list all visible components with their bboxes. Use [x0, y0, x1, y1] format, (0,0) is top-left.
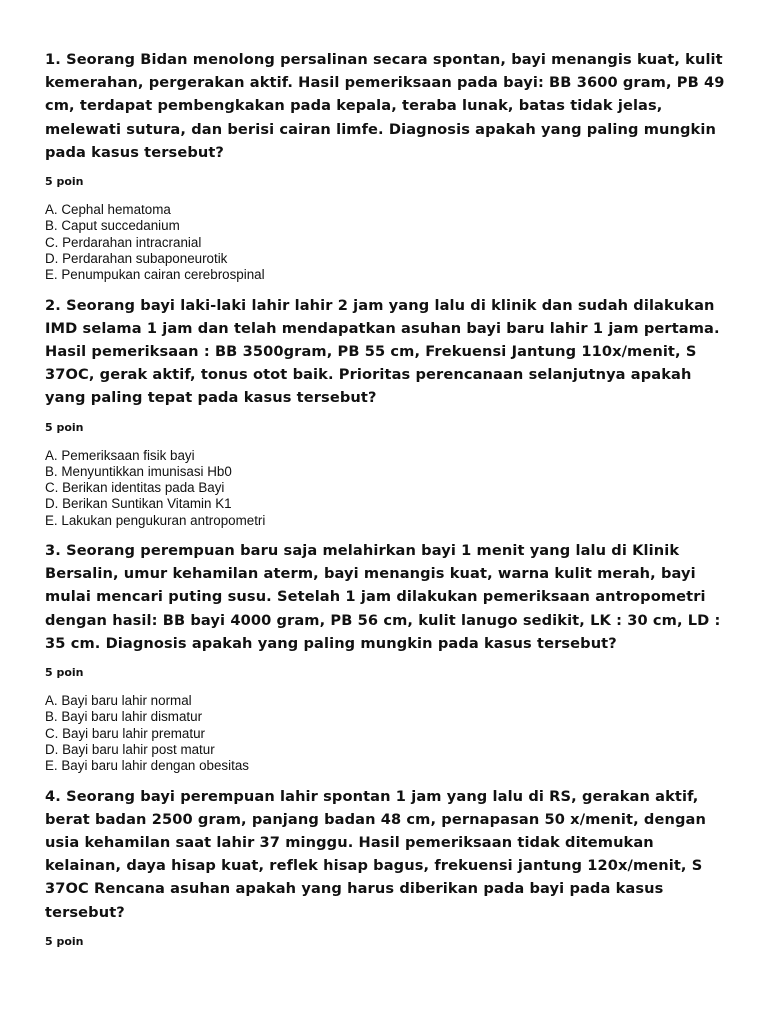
answer-option-c[interactable]: C. Bayi baru lahir prematur — [45, 725, 206, 741]
answer-option-d[interactable]: D. Perdarahan subaponeurotik — [45, 250, 228, 266]
answer-option-b[interactable]: B. Caput succedanium — [45, 218, 180, 234]
question-text: 2. Seorang bayi laki-laki lahir lahir 2 jam yang lalu di klinik dan sudah dilakukan IMD selama 1 jam dan telah mendapatkan asuhan bayi baru lahir 1 jam pertama. Hasil pemeriksaan : BB 3500gram, PB 55 cm, Frekuensi Jantung 110x/menit, S 37OC, gerak aktif, tonus otot baik. Prioritas perencanaan selanjutnya apakah yang paling tepat pada kasus tersebut? — [45, 296, 720, 407]
question-points: 5 poin — [45, 420, 84, 434]
answer-option-e[interactable]: E. Lakukan pengukuran antropometri — [45, 512, 266, 528]
answer-option-b[interactable]: B. Menyuntikkan imunisasi Hb0 — [45, 463, 232, 479]
answer-option-b[interactable]: B. Bayi baru lahir dismatur — [45, 709, 203, 725]
question-text: 1. Seorang Bidan menolong persalinan secara spontan, bayi menangis kuat, kulit kemerahan, pergerakan aktif. Hasil pemeriksaan pada bayi: BB 3600 gram, PB 49 cm, terdapat pembengkakan pada kepala, teraba lunak, batas tidak jelas, melewati sutura, dan berisi cairan limfe. Diagnosis apakah yang paling mungkin pada kasus tersebut? — [45, 51, 725, 161]
answer-option-a[interactable]: A. Cephal hematoma — [45, 202, 171, 218]
question-points: 5 poin — [45, 934, 84, 948]
answer-option-d[interactable]: D. Bayi baru lahir post matur — [45, 741, 215, 757]
question-text: 3. Seorang perempuan baru saja melahirkan bayi 1 menit yang lalu di Klinik Bersalin, umur kehamilan aterm, bayi menangis kuat, warna kulit merah, bayi mulai mencari puting susu. Setelah 1 jam dilakukan pemeriksaan antropometri dengan hasil: BB bayi 4000 gram, PB 56 cm, kulit lanugo sedikit, LK : 30 cm, LD : 35 cm. Diagnosis apakah yang paling mungkin pada kasus tersebut? — [45, 542, 721, 652]
answer-option-a[interactable]: A. Pemeriksaan fisik bayi — [45, 447, 195, 463]
answer-option-c[interactable]: C. Perdarahan intracranial — [45, 234, 202, 250]
answer-option-d[interactable]: D. Berikan Suntikan Vitamin K1 — [45, 496, 232, 512]
question-4 — [45, 785, 735, 949]
answer-option-e[interactable]: E. Bayi baru lahir dengan obesitas — [45, 758, 249, 774]
document-page — [45, 48, 735, 962]
question-1 — [45, 48, 735, 284]
question-2 — [45, 294, 735, 530]
answer-option-a[interactable]: A. Bayi baru lahir normal — [45, 693, 192, 709]
question-text: 4. Seorang bayi perempuan lahir spontan 1 jam yang lalu di RS, gerakan aktif, berat badan 2500 gram, panjang badan 48 cm, pernapasan 50 x/menit, dengan usia kehamilan saat lahir 37 minggu. Hasil pemeriksaan tidak ditemukan kelainan, daya hisap kuat, reflek hisap bagus, frekuensi jantung 120x/menit, S 37OC Rencana asuhan apakah yang harus diberikan pada bayi pada kasus tersebut? — [45, 787, 706, 921]
answer-options — [45, 202, 735, 283]
answer-option-e[interactable]: E. Penumpukan cairan cerebrospinal — [45, 267, 265, 283]
question-points: 5 poin — [45, 175, 84, 189]
answer-options — [45, 448, 735, 529]
question-3 — [45, 539, 735, 775]
answer-option-c[interactable]: C. Berikan identitas pada Bayi — [45, 480, 225, 496]
question-points: 5 poin — [45, 666, 84, 680]
answer-options — [45, 693, 735, 774]
